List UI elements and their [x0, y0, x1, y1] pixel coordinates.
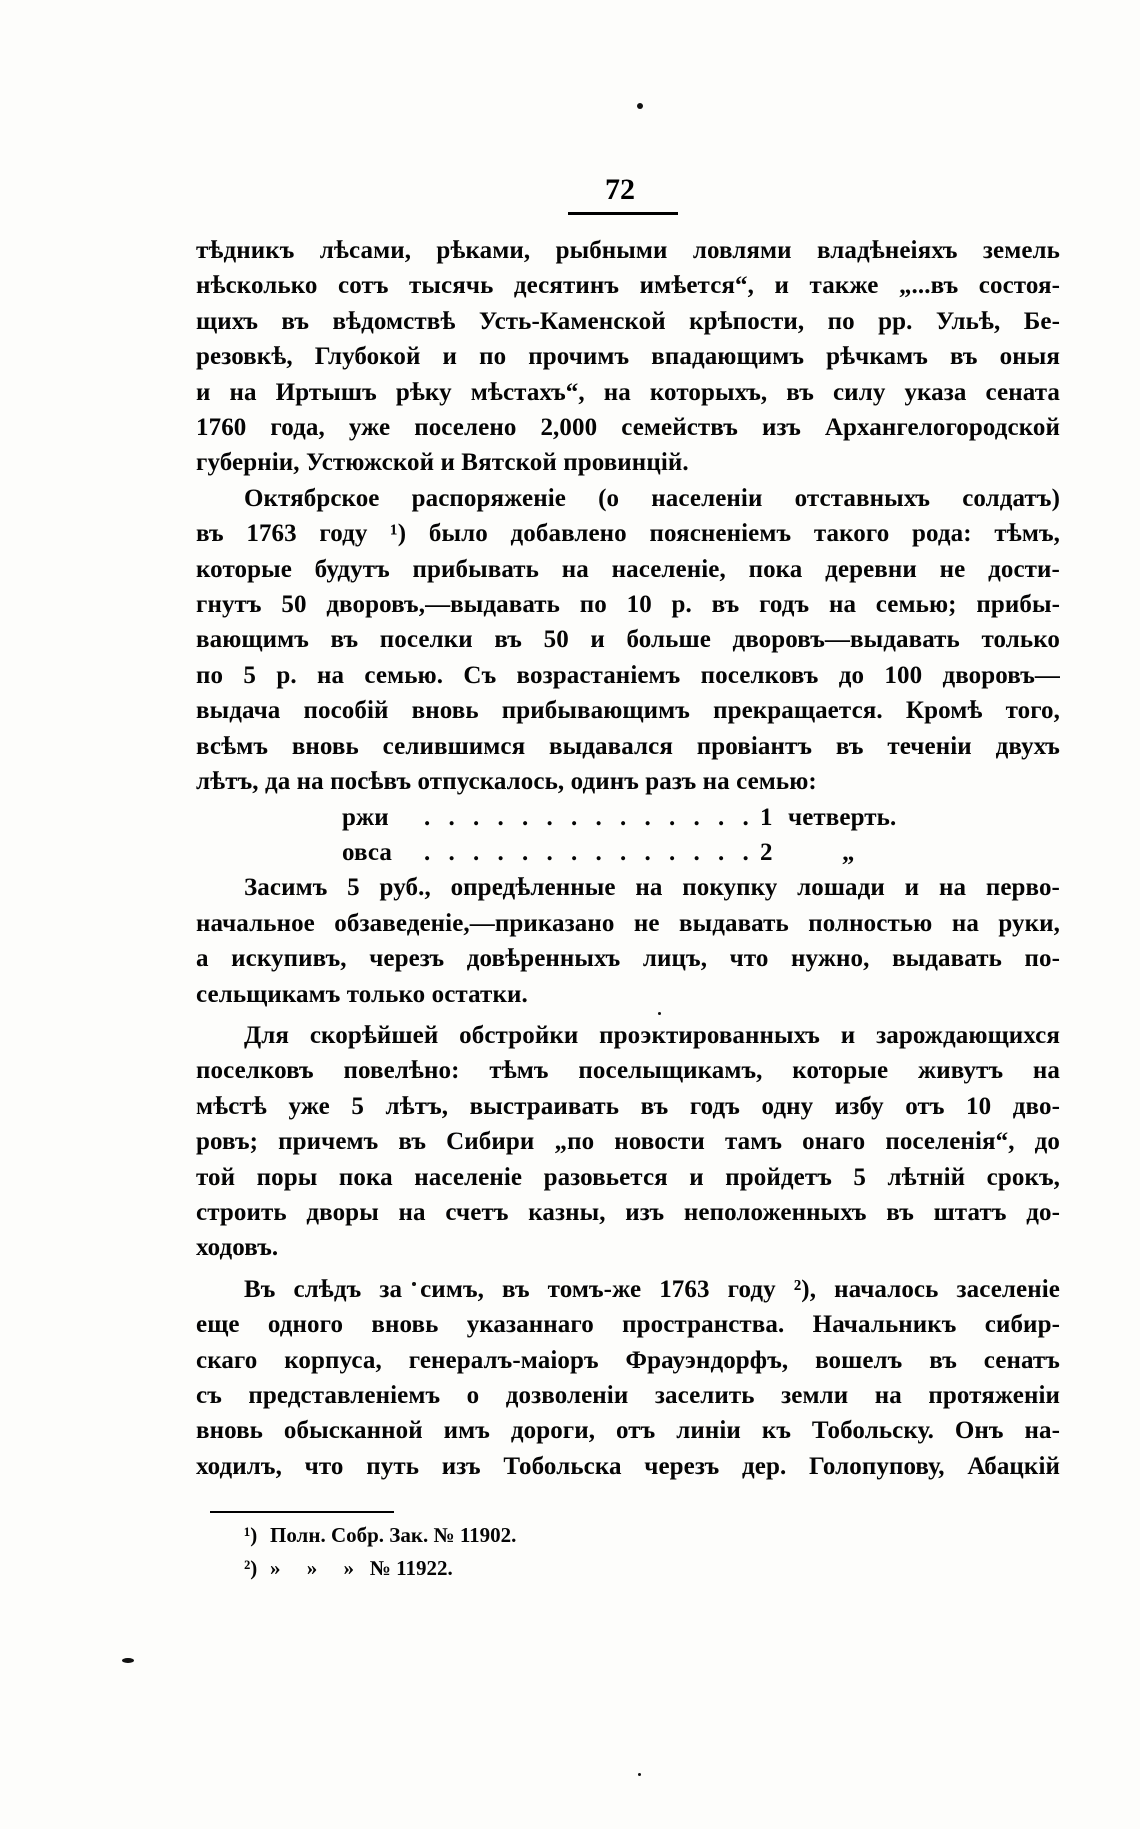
paragraph-1	[196, 233, 1060, 481]
text-line: въ 1763 году ¹) было добавлено поясненіемъ такого рода: тѣмъ,	[196, 520, 1060, 548]
text-line: и на Иртышъ рѣку мѣстахъ“, на которыхъ, въ силу указа сената	[196, 378, 1060, 406]
text-line: выдача пособій вновь прибывающимъ прекращается. Кромѣ того,	[196, 697, 1060, 725]
text-line: которые будутъ прибывать на населеніе, пока деревни не дости-	[196, 555, 1060, 583]
footnotes	[244, 1519, 764, 1585]
paragraph-2	[196, 481, 1060, 800]
text-line: всѣмъ вновь селившимся выдавался провіантъ въ теченіи двухъ	[196, 732, 1060, 760]
text-line: поселковъ повелѣно: тѣмъ поселыщикамъ, которые живутъ на	[196, 1057, 1060, 1085]
text-line: еще одного вновь указаннаго пространства. Начальникъ сибир-	[196, 1311, 1060, 1339]
text-line: щихъ въ вѣдомствѣ Усть-Каменской крѣпости, по рр. Ульѣ, Бе-	[196, 307, 1060, 335]
footnote	[244, 1552, 764, 1585]
footnote	[244, 1519, 764, 1552]
scan-speck	[637, 103, 643, 109]
text-line: тѣдникъ лѣсами, рѣками, рыбными ловлями владѣнеіяхъ земель	[196, 237, 1060, 264]
text-line: вающимъ въ поселки въ 50 и больше дворовъ—выдавать только	[196, 626, 1060, 654]
footnote-rule	[210, 1511, 394, 1513]
text-line: строить дворы на счетъ казны, изъ неположенныхъ въ штатъ до-	[196, 1198, 1060, 1226]
paragraph-4	[196, 1018, 1060, 1266]
text-line: ходилъ, что путь изъ Тобольска черезъ дер. Голопупову, Абацкій	[196, 1452, 1060, 1480]
text-line: Октябрское распоряженіе (о населеніи отставныхъ солдатъ)	[244, 484, 1060, 512]
paragraph-5	[196, 1272, 1060, 1484]
list-item-unit: „	[842, 838, 855, 866]
text-line: 1760 года, уже поселено 2,000 семействъ изъ Архангелогородской	[196, 414, 1060, 442]
list-item	[196, 835, 1060, 870]
text-line: вновь обысканной имъ дороги, отъ линіи къ Тобольску. Онъ на-	[196, 1417, 1060, 1445]
page-number-rule	[568, 212, 678, 215]
text-line: а искупивъ, черезъ довѣренныхъ лицъ, что нужно, выдавать по-	[196, 945, 1060, 973]
text-line: гнутъ 50 дворовъ,—выдавать по 10 р. въ годъ на семью; прибы-	[196, 591, 1060, 619]
scan-speck	[122, 1658, 134, 1663]
text-line: съ представленіемъ о дозволеніи заселить земли на протяженіи	[196, 1381, 1060, 1409]
list-item-quantity: 1	[760, 803, 773, 831]
list-item-unit: четверть.	[788, 803, 897, 831]
footnote-text: Полн. Собр. Зак. № 11902.	[270, 1523, 517, 1547]
page-number: 72	[605, 173, 635, 206]
text-line: сельщикамъ только остатки.	[196, 980, 528, 1008]
list-item-name: ржи	[342, 803, 389, 831]
text-line: лѣтъ, да на посѣвъ отпускалось, одинъ разъ на семью:	[196, 768, 817, 796]
text-line: той поры пока населеніе разовьется и пройдетъ 5 лѣтній срокъ,	[196, 1163, 1060, 1191]
text-line: мѣстѣ уже 5 лѣтъ, выстраивать въ годъ одну избу отъ 10 дво-	[196, 1092, 1060, 1120]
text-line: начальное обзаведеніе,—приказано не выдавать полностью на руки,	[196, 909, 1060, 937]
footnote-mark: ¹)	[244, 1523, 258, 1547]
footnote-text: » » » № 11922.	[270, 1556, 453, 1580]
scan-speck	[638, 1773, 641, 1776]
text-line: по 5 р. на семью. Съ возрастаніемъ поселковъ до 100 дворовъ—	[196, 661, 1060, 689]
text-line: резовкѣ, Глубокой и по прочимъ впадающимъ рѣчкамъ въ оныя	[196, 343, 1060, 371]
list-item-quantity: 2	[760, 838, 773, 866]
seed-allowance-list	[196, 800, 1060, 871]
list-item-name: овса	[342, 838, 392, 866]
text-line: нѣсколько сотъ тысячь десятинъ имѣется“, и также „...въ состоя-	[196, 272, 1060, 300]
text-line: Въ слѣдъ за симъ, въ томъ-же 1763 году ²), началось заселеніе	[244, 1275, 1060, 1303]
text-line: ровъ; причемъ въ Сибири „по новости тамъ онаго поселенія“, до	[196, 1128, 1060, 1156]
text-line: ходовъ.	[196, 1234, 279, 1262]
paragraph-3	[196, 870, 1060, 1012]
footnote-mark: ²)	[244, 1556, 258, 1580]
text-line: Засимъ 5 руб., опредѣленные на покупку лошади и на перво-	[244, 874, 1060, 902]
list-item	[196, 800, 1060, 835]
page-number-container	[560, 172, 680, 208]
text-line: скаго корпуса, генералъ-маіоръ Фрауэндорфъ, вошелъ въ сенатъ	[196, 1346, 1060, 1374]
text-line: Для скорѣйшей обстройки проэктированныхъ и зарождающихся	[244, 1021, 1060, 1049]
leader-dots: . . . . . . . . . . . . . .	[424, 803, 755, 831]
body-text	[196, 233, 1060, 1484]
text-line: губерніи, Устюжской и Вятской провинцій.	[196, 449, 689, 477]
leader-dots: . . . . . . . . . . . . . .	[424, 838, 755, 866]
